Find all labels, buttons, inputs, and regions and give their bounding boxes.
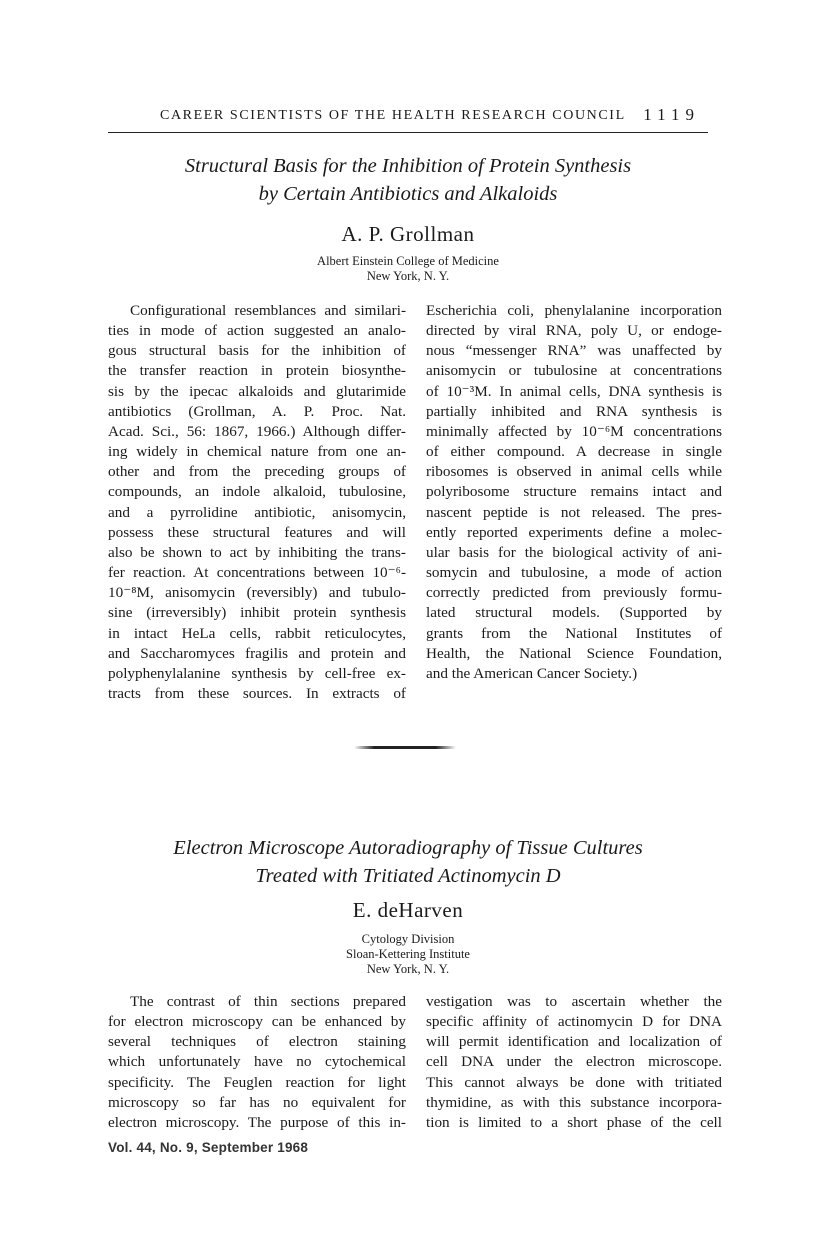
text-line: and the American Cancer Society.) [426,664,638,682]
text-line: other and from the preceding groups of [108,463,406,481]
text-line: ing widely in chemical nature from one an- [108,443,406,461]
text-line: antibiotics (Grollman, A. P. Proc. Nat. [108,402,406,420]
article1-affiliation [108,254,708,284]
article2-title-line1: Electron Microscope Autoradiography of Tissue Cultures [173,837,643,859]
running-head [160,105,700,125]
text-line: sis by the ipecac alkaloids and glutarimide [108,382,406,400]
article1-title-line2: by Certain Antibiotics and Alkaloids [258,183,558,205]
text-line: 10⁻⁸M, anisomycin (reversibly) and tubulo- [108,584,406,602]
text-line: fer reaction. At concentrations between 10⁻⁶- [108,564,406,582]
text-line: also be shown to act by inhibiting the trans- [108,543,406,561]
article2-title-line2: Treated with Tritiated Actinomycin D [255,865,561,887]
article2-title [108,834,708,890]
article2-right-column [426,992,722,1133]
text-line: possess these structural features and will [108,523,406,541]
article2-left-column [108,992,406,1133]
section-divider [354,746,456,749]
article2-affiliation-line2: Sloan-Kettering Institute [346,947,470,961]
text-line: specificity. The Feuglen reaction for light [108,1073,406,1091]
text-line: for electron microscopy can be enhanced by [108,1013,406,1031]
text-line: thymidine, as with this substance incorpora- [426,1093,722,1111]
header-rule [108,132,708,133]
page-number: 1119 [643,105,700,124]
article1-author: A. P. Grollman [341,222,475,246]
text-line: nascent peptide is not released. The pres- [426,503,722,521]
article1-title-line1: Structural Basis for the Inhibition of Protein Synthesis [184,155,632,177]
article1-right-column [426,301,722,684]
article2-affiliation-line3: New York, N. Y. [366,962,450,976]
article2-author: E. deHarven [352,898,464,922]
text-line: minimally affected by 10⁻⁶M concentrations [426,422,722,440]
text-line: in intact HeLa cells, rabbit reticulocytes, [108,624,406,642]
text-line: microscopy so far has no equivalent for [108,1093,406,1111]
text-line: which unfortunately have no cytochemical [108,1053,406,1071]
article1-left-column [108,301,406,704]
running-head-title: CAREER SCIENTISTS OF THE HEALTH RESEARCH COUNCIL [160,108,626,123]
text-line: This cannot always be done with tritiated [426,1073,722,1091]
text-line: Configurational resemblances and similari- [130,302,406,319]
text-line: of 10⁻³M. In animal cells, DNA synthesis is [426,382,722,400]
text-line: somycin and tubulosine, a mode of action [426,564,722,582]
text-line: directed by viral RNA, poly U, or endoge- [426,322,722,340]
text-line: gous structural basis for the inhibition of [108,342,406,360]
text-line: cell DNA under the electron microscope. [426,1053,722,1071]
journal-footer: Vol. 44, No. 9, September 1968 [108,1140,309,1155]
text-line: lated structural models. (Supported by [426,604,722,622]
text-line: polyribosome structure remains intact and [426,483,722,501]
text-line: anisomycin or tubulosine at concentrations [426,362,722,380]
text-line: sine (irreversibly) inhibit protein synthesis [108,604,406,622]
article2-affiliation-line1: Cytology Division [361,932,455,946]
article1-affiliation-line1: Albert Einstein College of Medicine [317,254,499,268]
text-line: and a pyrrolidine antibiotic, anisomycin, [108,503,406,521]
text-line: compounds, an indole alkaloid, tubulosine, [108,483,406,501]
text-line: and Saccharomyces fragilis and protein and [108,644,406,662]
text-line: will permit identification and localization of [426,1033,722,1051]
article1-affiliation-line2: New York, N. Y. [366,269,450,283]
text-line: ribosomes is observed in animal cells while [426,463,722,481]
text-line: correctly predicted from previously formu- [426,584,722,602]
text-line: ular basis for the biological activity of ani- [426,543,722,561]
text-line: Acad. Sci., 56: 1867, 1966.) Although differ- [108,422,406,440]
text-line: specific affinity of actinomycin D for DNA [426,1013,722,1031]
text-line: ties in mode of action suggested an analo- [108,322,406,340]
text-line: the transfer reaction in protein biosynthe- [108,362,406,380]
text-line: polyphenylalanine synthesis by cell-free ex- [108,664,406,682]
article1-title [108,152,708,208]
text-line: partially inhibited and RNA synthesis is [426,402,722,420]
text-line: nous “messenger RNA” was unaffected by [426,342,722,360]
text-line: grants from the National Institutes of [426,624,722,642]
text-line: Escherichia coli, phenylalanine incorporation [426,302,722,319]
text-line: The contrast of thin sections prepared [130,993,406,1010]
article2-affiliation [108,932,708,977]
text-line: Health, the National Science Foundation, [426,644,722,662]
text-line: tracts from these sources. In extracts of [108,684,406,702]
text-line: of either compound. A decrease in single [426,443,722,461]
text-line: vestigation was to ascertain whether the [426,993,722,1010]
text-line: several techniques of electron staining [108,1033,406,1051]
text-line: tion is limited to a short phase of the cell [426,1113,722,1131]
text-line: electron microscopy. The purpose of this in- [108,1113,406,1131]
text-line: ently reported experiments define a molec- [426,523,722,541]
